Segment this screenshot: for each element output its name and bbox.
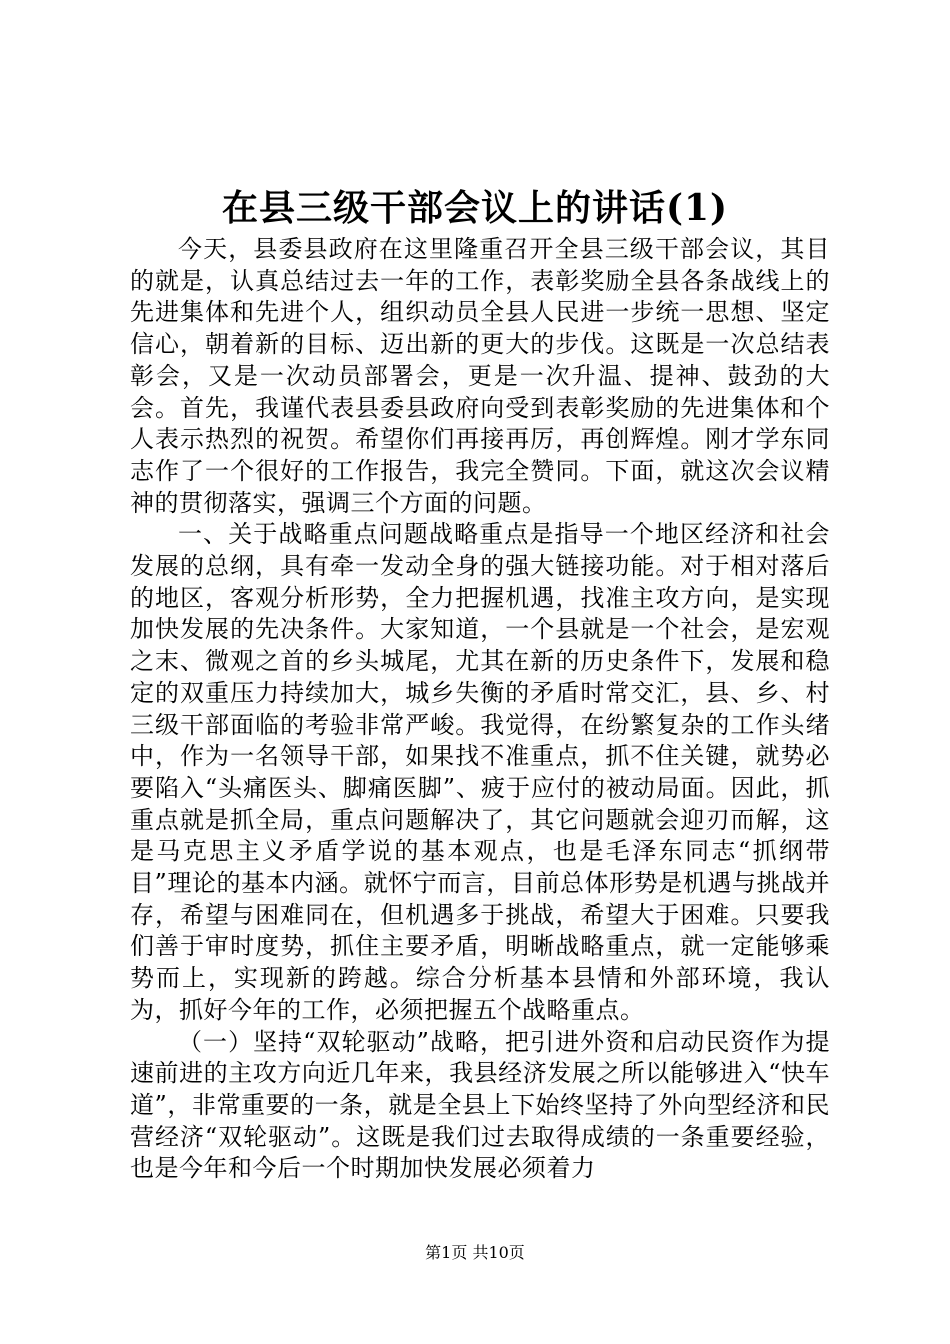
document-body (130, 234, 830, 1185)
paragraph-strategic-focus: 一、关于战略重点问题战略重点是指导一个地区经济和社会发展的总纲，具有牵一发动全身的强大链接功能。对于相对落后的地区，客观分析形势，全力把握机遇，找准主攻方向，是实现加快发展的先决条件。大家知道，一个县就是一个社会，是宏观之末、微观之首的乡头城尾，尤其在新的历史条件下，发展和稳定的双重压力持续加大，城乡失衡的矛盾时常交汇，县、乡、村三级干部面临的考验非常严峻。我觉得，在纷繁复杂的工作头绪中，作为一名领导干部，如果找不准重点，抓不住关键，就势必要陷入“头痛医头、脚痛医脚”、疲于应付的被动局面。因此，抓重点就是抓全局，重点问题解决了，其它问题就会迎刃而解，这是马克思主义矛盾学说的基本观点，也是毛泽东同志“抓纲带目”理论的基本内涵。就怀宁而言，目前总体形势是机遇与挑战并存，希望与困难同在，但机遇多于挑战，希望大于困难。只要我们善于审时度势，抓住主要矛盾，明晰战略重点，就一定能够乘势而上，实现新的跨越。综合分析基本县情和外部环境，我认为，抓好今年的工作，必须把握五个战略重点。 (130, 520, 830, 1024)
document-title: 在县三级干部会议上的讲话(1) (221, 187, 729, 229)
paragraph-dual-wheel-strategy: （一）坚持“双轮驱动”战略，把引进外资和启动民资作为提速前进的主攻方向近几年来，我县经济发展之所以能够进入“快车道”，非常重要的一条，就是全县上下始终坚持了外向型经济和民营经济“双轮驱动”。这既是我们过去取得成绩的一条重要经验，也是今年和今后一个时期加快发展必须着力 (130, 1027, 830, 1183)
page-number-footer: 第1页 共10页 (425, 1243, 525, 1262)
paragraph-opening: 今天，县委县政府在这里隆重召开全县三级干部会议，其目的就是，认真总结过去一年的工作，表彰奖励全县各条战线上的先进集体和先进个人，组织动员全县人民进一步统一思想、坚定信心，朝着新的目标、迈出新的更大的步伐。这既是一次总结表彰会，又是一次动员部署会，更是一次升温、提神、鼓劲的大会。首先，我谨代表县委县政府向受到表彰奖励的先进集体和个人表示热烈的祝贺。希望你们再接再厉，再创辉煌。刚才学东同志作了一个很好的工作报告，我完全赞同。下面，就这次会议精神的贯彻落实，强调三个方面的问题。 (130, 235, 830, 517)
